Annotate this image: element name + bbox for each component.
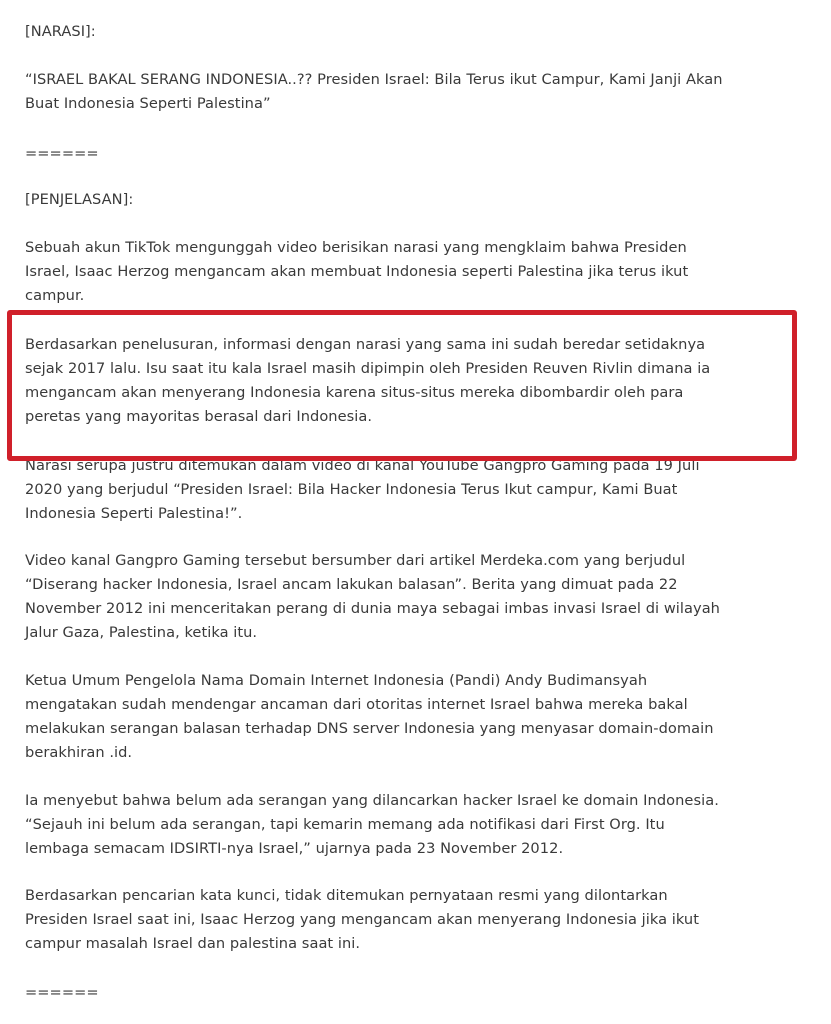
paragraph-tiktok: Sebuah akun TikTok mengunggah video berisikan narasi yang mengklaim bahwa Presiden Israel, Isaac Herzog mengancam akan membuat Indonesia seperti Palestina jika terus ikut campur. xyxy=(25,239,689,304)
penjelasan-label: [PENJELASAN]: xyxy=(25,191,134,208)
paragraph-conclusion: Berdasarkan pencarian kata kunci, tidak ditemukan pernyataan resmi yang dilontarkan Presiden Israel saat ini, Isaac Herzog yang mengancam akan menyerang Indonesia jika ikut campur masalah Israel dan palestina saat ini. xyxy=(25,887,700,952)
narasi-label: [NARASI]: xyxy=(25,23,96,40)
separator: ====== xyxy=(25,145,99,162)
separator: ====== xyxy=(25,984,99,1001)
paragraph-penelusuran: Berdasarkan penelusuran, informasi dengan narasi yang sama ini sudah beredar setidaknya sejak 2017 lalu. Isu saat itu kala Israel masih dipimpin oleh Presiden Reuven Rivlin dimana ia mengancam akan menyerang Indonesia karena situs-situs mereka dibombardir oleh para peretas yang mayoritas berasal dari Indonesia. xyxy=(25,336,711,425)
paragraph-quote: Ia menyebut bahwa belum ada serangan yang dilancarkan hacker Israel ke domain Indonesia. “Sejauh ini belum ada serangan, tapi kemarin memang ada notifikasi dari First Org. Itu lembaga semacam IDSIRTI-nya Israel,” ujarnya pada 23 November 2012. xyxy=(25,792,719,857)
paragraph-youtube: Narasi serupa justru ditemukan dalam video di kanal YouTube Gangpro Gaming pada 19 Juli 2020 yang berjudul “Presiden Israel: Bila Hacker Indonesia Terus Ikut campur, Kami Buat Indonesia Seperti Palestina!”. xyxy=(25,457,700,522)
paragraph-pandi: Ketua Umum Pengelola Nama Domain Internet Indonesia (Pandi) Andy Budimansyah mengatakan sudah mendengar ancaman dari otoritas internet Israel bahwa mereka bakal melakukan serangan balasan terhadap DNS server Indonesia yang menyasar domain-domain berakhiran .id. xyxy=(25,672,714,761)
narasi-text: “ISRAEL BAKAL SERANG INDONESIA..?? Presiden Israel: Bila Terus ikut Campur, Kami Janji Akan Buat Indonesia Seperti Palestina” xyxy=(25,71,723,112)
paragraph-merdeka: Video kanal Gangpro Gaming tersebut bersumber dari artikel Merdeka.com yang berjudul “Diserang hacker Indonesia, Israel ancam lakukan balasan”. Berita yang dimuat pada 22 November 2012 ini menceritakan perang di dunia maya sebagai imbas invasi Israel di wilayah Jalur Gaza, Palestina, ketika itu. xyxy=(25,552,720,641)
